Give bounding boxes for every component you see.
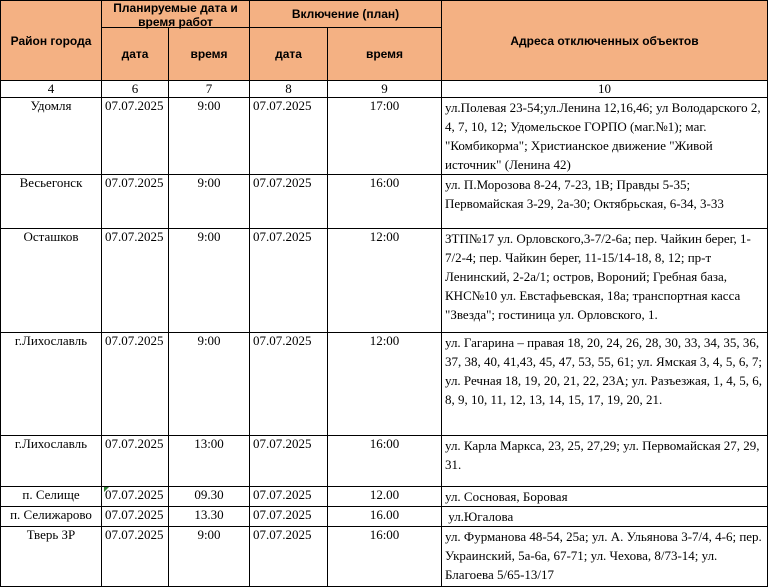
planned-date-cell: 07.07.2025	[102, 507, 169, 527]
table-row	[1, 527, 768, 587]
column-number: 8	[250, 81, 328, 98]
header-planned-date: дата	[102, 28, 169, 81]
on-date-cell: 07.07.2025	[250, 175, 328, 229]
header-addresses: Адреса отключенных объектов	[442, 1, 768, 81]
on-date-cell: 07.07.2025	[250, 487, 328, 507]
planned-time-cell: 9:00	[169, 527, 250, 587]
address-cell: ул. Гагарина – правая 18, 20, 24, 26, 28, 30, 33, 34, 35, 36, 37, 38, 40, 41,43, 45, 47, 53, 55, 61; ул. Ямская 3, 4, 5, 6, 7; ул. Речная 18, 19, 20, 21, 22, 23А; ул. Разъезжая, 1, 4, 5, 6, 8, 9, 10, 11, 12, 13, 14, 15, 17, 19, 20, 21.	[442, 333, 768, 436]
planned-time-cell: 13:00	[169, 436, 250, 487]
planned-time-cell: 13.30	[169, 507, 250, 527]
header-on-date: дата	[250, 28, 328, 81]
on-date-cell: 07.07.2025	[250, 436, 328, 487]
header-switch-on-group: Включение (план)	[250, 1, 442, 28]
on-time-cell: 16.00	[328, 507, 442, 527]
on-time-cell: 12:00	[328, 333, 442, 436]
planned-date-cell: 07.07.2025	[102, 175, 169, 229]
on-time-cell: 16:00	[328, 436, 442, 487]
table-row	[1, 436, 768, 487]
district-cell: г.Лихославль	[1, 333, 102, 436]
address-cell: ул.Полевая 23-54;ул.Ленина 12,16,46; ул Володарского 2, 4, 7, 10, 12; Удомельское ГОРПО (маг.№1); маг. "Комбикорма"; Христианское движение "Живой источник" (Ленина 42)	[442, 98, 768, 175]
on-date-cell: 07.07.2025	[250, 507, 328, 527]
address-cell: ул. Карла Маркса, 23, 25, 27,29; ул. Первомайская 27, 29, 31.	[442, 436, 768, 487]
header-district: Район города	[1, 1, 102, 81]
address-cell: ул.Югалова	[442, 507, 768, 527]
planned-date-cell: 07.07.2025	[102, 333, 169, 436]
table-row	[1, 487, 768, 507]
table-row	[1, 333, 768, 436]
table-row	[1, 507, 768, 527]
planned-time-cell: 9:00	[169, 98, 250, 175]
address-cell: ул. Сосновая, Боровая	[442, 487, 768, 507]
on-date-cell: 07.07.2025	[250, 333, 328, 436]
column-number: 10	[442, 81, 768, 98]
address-cell: ЗТП№17 ул. Орловского,3-7/2-6а; пер. Чайкин берег, 1-7/2-4; пер. Чайкин берег, 11-15/14-18, 8, 12; пр-т Ленинский, 2-2а/1; остров, Вороний; Гребная база, КНС№10 ул. Евстафьевская, 18а; транспортная касса "Звезда"; гостиница ул. Орловского, 1.	[442, 229, 768, 333]
district-cell: Удомля	[1, 98, 102, 175]
planned-time-cell: 9:00	[169, 229, 250, 333]
address-cell: ул. П.Морозова 8-24, 7-23, 1В; Правды 5-35; Первомайская 3-29, 2а-30; Октябрьская, 6-34, 3-33	[442, 175, 768, 229]
table-row	[1, 229, 768, 333]
on-time-cell: 12.00	[328, 487, 442, 507]
on-time-cell: 16:00	[328, 175, 442, 229]
planned-date-cell: 07.07.2025	[102, 487, 169, 507]
header-planned-time: время	[169, 28, 250, 81]
district-cell: Осташков	[1, 229, 102, 333]
district-cell: Тверь ЗР	[1, 527, 102, 587]
on-time-cell: 16:00	[328, 527, 442, 587]
planned-time-cell: 09.30	[169, 487, 250, 507]
district-cell: п. Селище	[1, 487, 102, 507]
planned-date-cell: 07.07.2025	[102, 527, 169, 587]
on-time-cell: 17:00	[328, 98, 442, 175]
on-date-cell: 07.07.2025	[250, 527, 328, 587]
table-row	[1, 98, 768, 175]
column-number: 7	[169, 81, 250, 98]
on-date-cell: 07.07.2025	[250, 98, 328, 175]
planned-date-cell: 07.07.2025	[102, 436, 169, 487]
district-cell: п. Селижарово	[1, 507, 102, 527]
header-on-time: время	[328, 28, 442, 81]
column-number: 4	[1, 81, 102, 98]
column-number: 6	[102, 81, 169, 98]
address-cell: ул. Фурманова 48-54, 25а; ул. А. Ульянова 3-7/4, 4-6; пер. Украинский, 5а-6а, 67-71; ул. Чехова, 8/73-14; ул. Благоева 5/65-13/17	[442, 527, 768, 587]
planned-time-cell: 9:00	[169, 175, 250, 229]
district-cell: Весьегонск	[1, 175, 102, 229]
district-cell: г.Лихославль	[1, 436, 102, 487]
on-time-cell: 12:00	[328, 229, 442, 333]
planned-date-cell: 07.07.2025	[102, 98, 169, 175]
planned-time-cell: 9:00	[169, 333, 250, 436]
table-row	[1, 175, 768, 229]
on-date-cell: 07.07.2025	[250, 229, 328, 333]
column-number: 9	[328, 81, 442, 98]
planned-date-cell: 07.07.2025	[102, 229, 169, 333]
header-planned-group: Планируемые дата и время работ	[102, 1, 250, 28]
